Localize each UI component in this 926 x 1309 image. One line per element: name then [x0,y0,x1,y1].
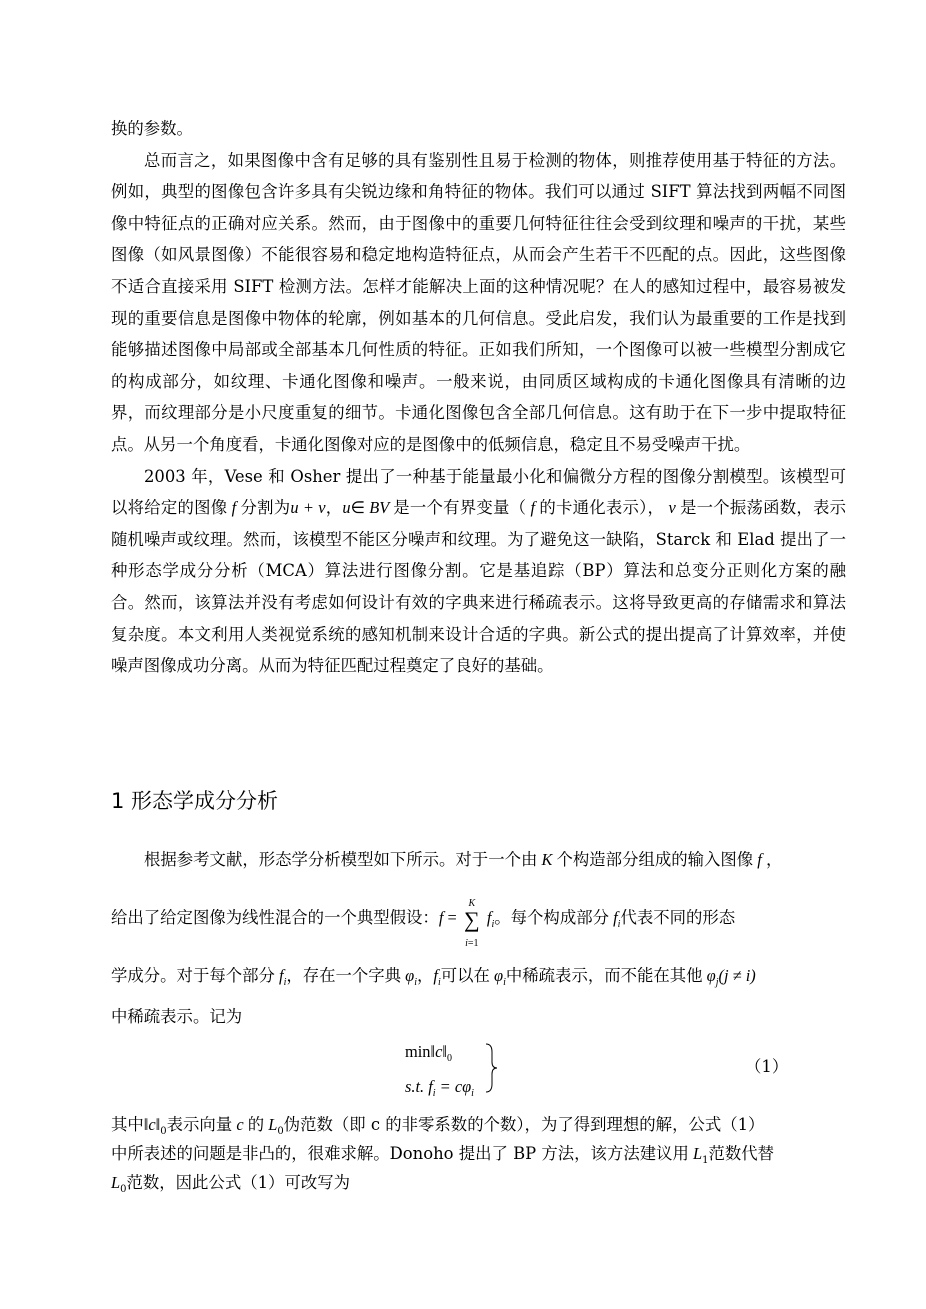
section-heading: 1 形态学成分分析 [111,789,279,813]
body-text-block [111,113,846,682]
paragraph-feature-methods: 总而言之，如果图像中含有足够的具有鉴别性且易于检测的物体，则推荐使用基于特征的方法。例如，典型的图像包含许多具有尖锐边缘和角特征的物体。我们可以通过 SIFT 算法找到两幅不同图像中特征点的正确对应关系。然而，由于图像中的重要几何特征往往会受到纹理和噪声的干扰，某些图像（如风景图像）不能很容易和稳定地构造特征点，从而会产生若干不匹配的点。因此，这些图像不适合直接采用 SIFT 检测方法。怎样才能解决上面的这种情况呢？在人的感知过程中，最容易被发现的重要信息是图像中物体的轮廓，例如基本的几何信息。受此启发，我们认为最重要的工作是找到能够描述图像中局部或全部基本几何性质的特征。正如我们所知，一个图像可以被一些模型分割成它的构成部分，如纹理、卡通化图像和噪声。一般来说，由同质区域构成的卡通化图像具有清晰的边界，而纹理部分是小尺度重复的细节。卡通化图像包含全部几何信息。这有助于在下一步中提取特征点。从另一个角度看，卡通化图像对应的是图像中的低频信息，稳定且不易受噪声干扰。 [111,150,846,454]
text-line-2: 给出了给定图像为线性混合的一个典型假设：f = K ∑ i=1 $f_i$。每个构成部分 $f_i$代表不同的形态 [111,898,736,949]
equation-number: （1） [745,1057,789,1076]
text-line-1: 根据参考文献，形态学分析模型如下所示。对于一个由 K 个构造部分组成的输入图像 f ， [144,850,783,869]
equation-1: $\min‖c‖_0$ s.t. $f_i = c\varphi_i$ [405,1042,474,1099]
text-line-3: 学成分。对于每个部分 $f_i$，存在一个字典 $\varphi_i$，$f_i$可以在 $\varphi_i$中稀疏表示，而不能在其他 $\varphi_j(j \ne i)$ [111,966,756,988]
text-line-5: 其中$‖c‖_0$表示向量 c 的 $L_0$伪范数（即 c 的非零系数的个数），为了得到理想的解，公式（1） [111,1115,765,1137]
paragraph-vese-osher: 2003 年，Vese 和 Osher 提出了一种基于能量最小化和偏微分方程的图像分割模型。该模型可以将给定的图像 f 分割为u + v，u∈ BV 是一个有界变量（ f 的卡通化表示）， v 是一个振荡函数，表示随机噪声或纹理。然而，该模型不能区分噪声和纹理。为了避免这一缺陷，Starck 和 Elad 提出了一种形态学成分分析（MCA）算法进行图像分割。它是基追踪（BP）算法和总变分正则化方案的融合。然而，该算法并没有考虑如何设计有效的字典来进行稀疏表示。这将导致更高的存储需求和算法复杂度。本文利用人类视觉系统的感知机制来设计合适的字典。新公式的提出提高了计算效率，并使噪声图像成功分离。从而为特征匹配过程奠定了良好的基础。 [111,466,846,676]
text-line-4: 中稀疏表示。记为 [111,1007,243,1026]
paragraph-continuation: 换的参数。 [111,119,193,138]
text-line-7: $L_0$范数，因此公式（1）可改写为 [111,1173,351,1195]
summation-symbol: K ∑ i=1 [463,898,480,949]
text-line-6: 中所表述的问题是非凸的，很难求解。Donoho 提出了 BP 方法，该方法建议用 $L_1$范数代替 [111,1144,775,1166]
equation-brace [484,1042,498,1094]
